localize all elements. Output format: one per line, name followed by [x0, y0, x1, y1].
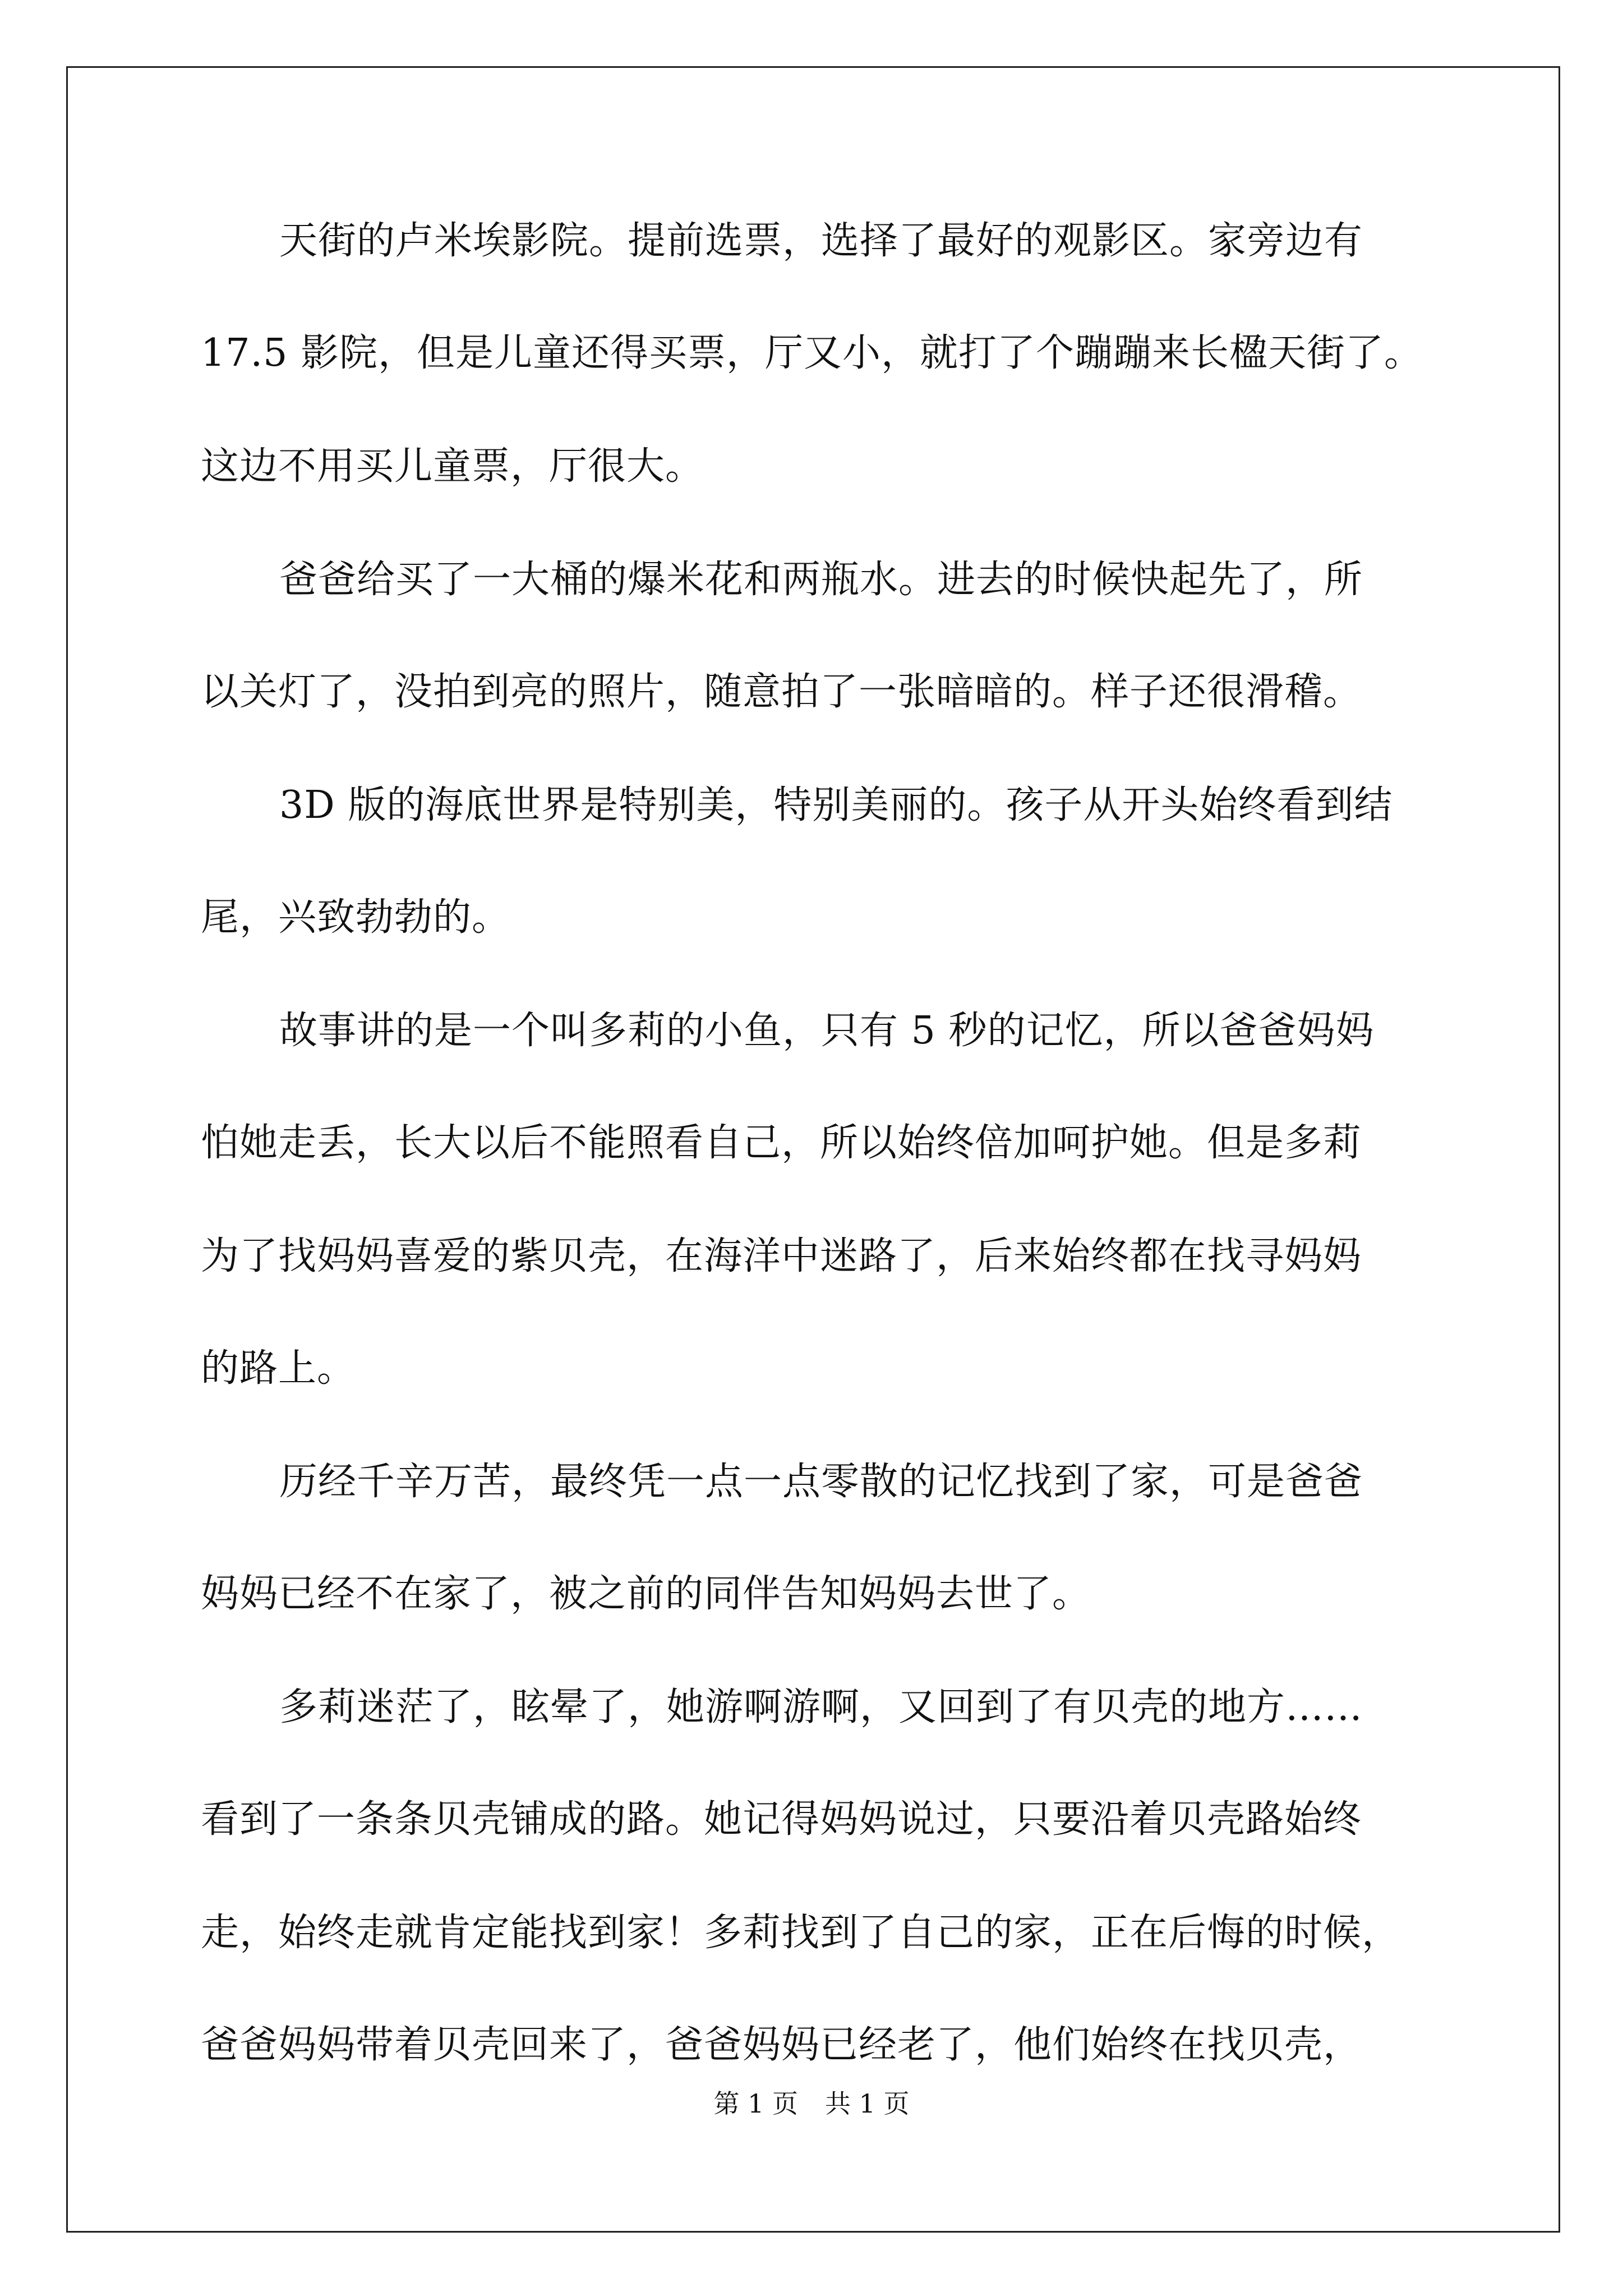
- page-footer: [0, 2087, 1623, 2120]
- text-line-15: 看到了一条条贝壳铺成的路。她记得妈妈说过，只要沿着贝壳路始终: [201, 1797, 1362, 1842]
- text-line-10: 为了找妈妈喜爱的紫贝壳，在海洋中迷路了，后来始终都在找寻妈妈: [201, 1234, 1362, 1278]
- text-line-12: 历经千辛万苦，最终凭一点一点零散的记忆找到了家，可是爸爸: [279, 1460, 1363, 1504]
- text-line-14: 多莉迷茫了，眩晕了，她游啊游啊，又回到了有贝壳的地方……: [279, 1685, 1363, 1729]
- text-line-17: 爸爸妈妈带着贝壳回来了，爸爸妈妈已经老了，他们始终在找贝壳，: [201, 2023, 1362, 2067]
- text-line-9: 怕她走丢，长大以后不能照看自己，所以始终倍加呵护她。但是多莉: [201, 1121, 1362, 1165]
- text-line-8: 故事讲的是一个叫多莉的小鱼，只有 5 秒的记忆，所以爸爸妈妈: [279, 1009, 1375, 1053]
- text-line-1: 天街的卢米埃影院。提前选票，选择了最好的观影区。家旁边有: [279, 219, 1363, 263]
- text-line-3: 这边不用买儿童票，厅很大。: [201, 444, 704, 489]
- page-number-current: 第 1 页: [713, 2088, 798, 2119]
- page-number-total: 共 1 页: [825, 2088, 910, 2119]
- text-line-7: 尾，兴致勃勃的。: [201, 895, 511, 940]
- text-line-5: 以关灯了，没拍到亮的照片，随意拍了一张暗暗的。样子还很滑稽。: [201, 670, 1362, 714]
- text-line-11: 的路上。: [201, 1346, 356, 1391]
- text-line-13: 妈妈已经不在家了，被之前的同伴告知妈妈去世了。: [201, 1572, 1091, 1616]
- text-line-16: 走，始终走就肯定能找到家！多莉找到了自己的家，正在后悔的时候，: [201, 1911, 1401, 1955]
- text-line-2: 17.5 影院，但是儿童还得买票，厅又小，就打了个蹦蹦来长楹天街了。: [201, 331, 1423, 375]
- text-line-6: 3D 版的海底世界是特别美，特别美丽的。孩子从开头始终看到结: [279, 783, 1393, 827]
- text-line-4: 爸爸给买了一大桶的爆米花和两瓶水。进去的时候快起先了，所: [279, 558, 1363, 602]
